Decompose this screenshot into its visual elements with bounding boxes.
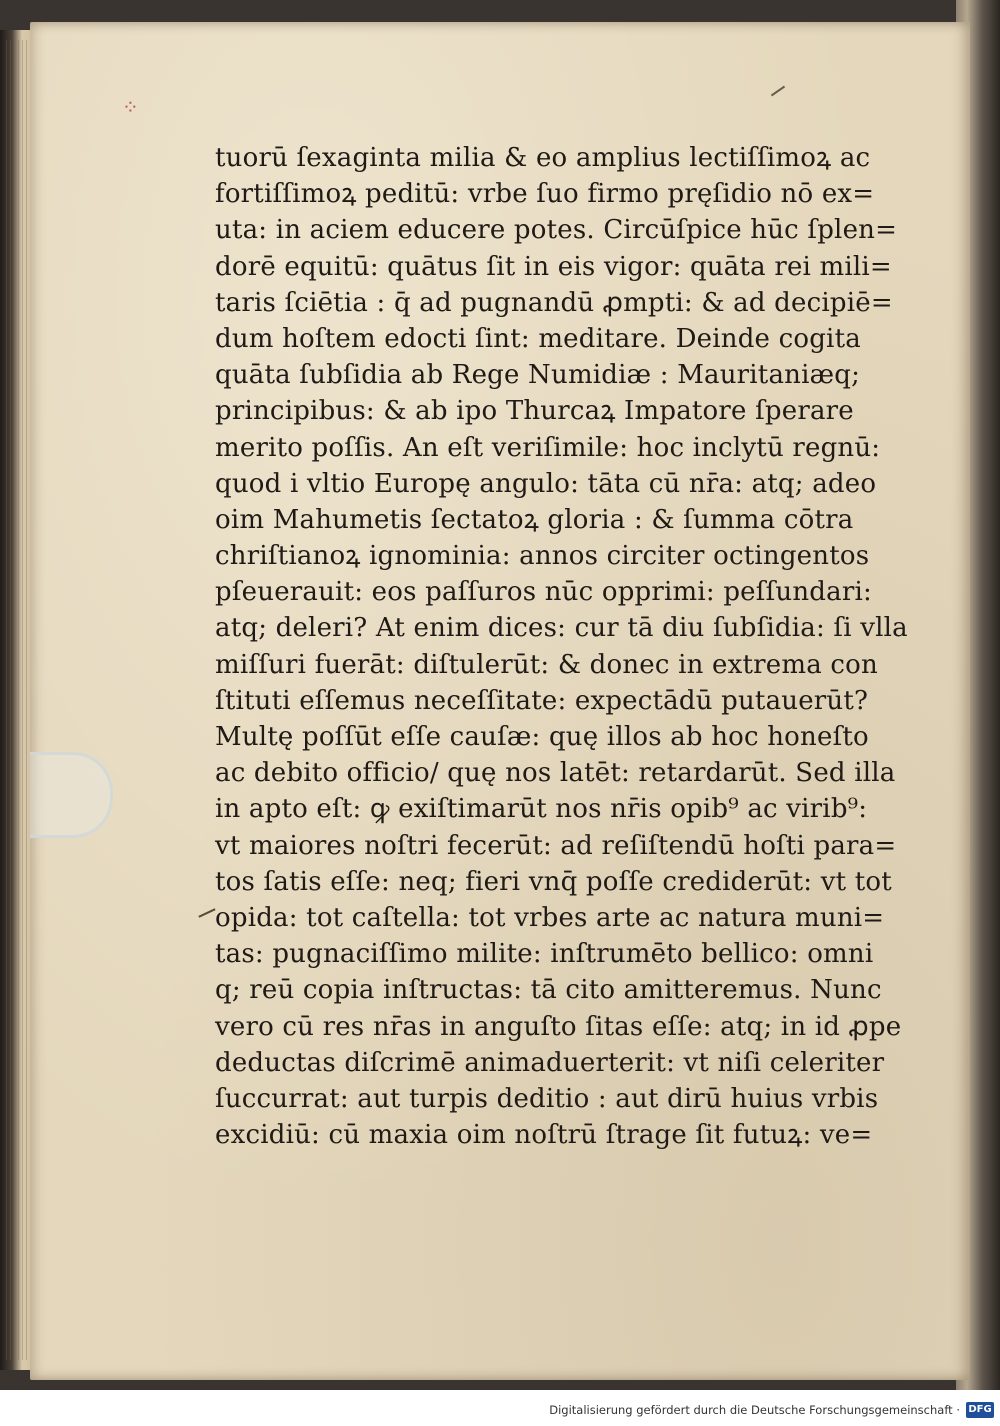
text-line: pſeuerauit: eos paſſuros nūc opprimi: peſſundari: — [215, 577, 872, 608]
text-line: tas: pugnaciſſimo milite: inſtrumēto bellico: omni — [215, 939, 874, 970]
red-ink-mark-icon: ⁘ — [122, 95, 139, 119]
footer-bar — [0, 1390, 1000, 1426]
text-line: tuorū ſexaginta milia & eo amplius lectiſſimoꝝ ac — [215, 143, 871, 173]
text-line: merito poſſis. An eſt veriſimile: hoc inclytū regnū: — [215, 432, 881, 463]
text-line: atq; deleri? At enim dices: cur tā diu ſubſidia: ſi vlla — [215, 613, 908, 644]
text-line: ac debito officio/ quę nos latēt: retardarūt. Sed illa — [215, 758, 896, 789]
text-line: excidiū: cū maxia oim noſtrū ſtrage ſit futuꝝ: ve= — [215, 1120, 873, 1151]
text-line: opida: tot caſtella: tot vrbes arte ac natura muni= — [215, 902, 885, 933]
text-line: tos ſatis eſſe: neq; fieri vnq̄ poſſe crediderūt: vt tot — [215, 866, 892, 897]
text-line: Multę poſſūt eſſe cauſæ: quę illos ab hoc honeſto — [215, 722, 869, 752]
paper-clip-bookmark — [30, 752, 113, 838]
text-line: oim Mahumetis ſectatoꝝ gloria : & ſumma cōtra — [215, 504, 854, 535]
text-line: miſſuri fuerāt: diſtulerūt: & donec in extrema con — [215, 649, 878, 680]
text-line: principibus: & ab ipo Thurcaꝝ Impatore ſperare — [215, 396, 854, 427]
text-line: deductas diſcrimē animaduerterit: vt niſi celeriter — [215, 1047, 885, 1078]
text-line: ſtituti eſſemus neceſſitate: expectādū putauerūt? — [215, 685, 869, 716]
text-line: taris ſciētia : q̄ ad pugnandū ꝓmpti: & ad decipiē= — [215, 287, 893, 318]
text-line: quod i vltio Europę angulo: tāta cū nr̄a: atq; adeo — [215, 468, 877, 499]
text-line: vero cū res nr̄as in anguſto ſitas eſſe: atq; in id ꝓpe — [215, 1011, 902, 1042]
printed-text-block — [215, 140, 908, 1153]
text-line: chriſtianoꝝ ignominia: annos circiter octingentos — [215, 541, 870, 572]
text-line: ſuccurrat: aut turpis deditio : aut dirū huius vrbis — [215, 1083, 879, 1114]
text-line: vt maiores noſtri fecerūt: ad reſiſtendū hoſti para= — [215, 830, 897, 861]
text-line: fortiſſimoꝝ peditū: vrbe ſuo firmo pręſidio nō ex= — [215, 179, 875, 210]
funding-credit: Digitalisierung gefördert durch die Deutsche Forschungsgemeinschaft · — [549, 1403, 960, 1417]
text-line: dum hoſtem edocti ſint: meditare. Deinde cogita — [215, 323, 861, 354]
text-line: in apto eſt: ꝙ exiſtimarūt nos nr̄is opib⁹ ac virib⁹: — [215, 794, 868, 825]
text-line: quāta ſubſidia ab Rege Numidiæ : Mauritaniæq; — [215, 360, 861, 391]
text-line: uta: in aciem educere potes. Circūſpice hūc ſplen= — [215, 215, 898, 246]
text-line: q; reū copia inſtructas: tā cito amitteremus. Nunc — [215, 975, 882, 1006]
dfg-logo-icon[interactable]: DFG — [966, 1402, 994, 1418]
text-line: dorē equitū: quātus ſit in eis vigor: quāta rei mili= — [215, 251, 892, 282]
